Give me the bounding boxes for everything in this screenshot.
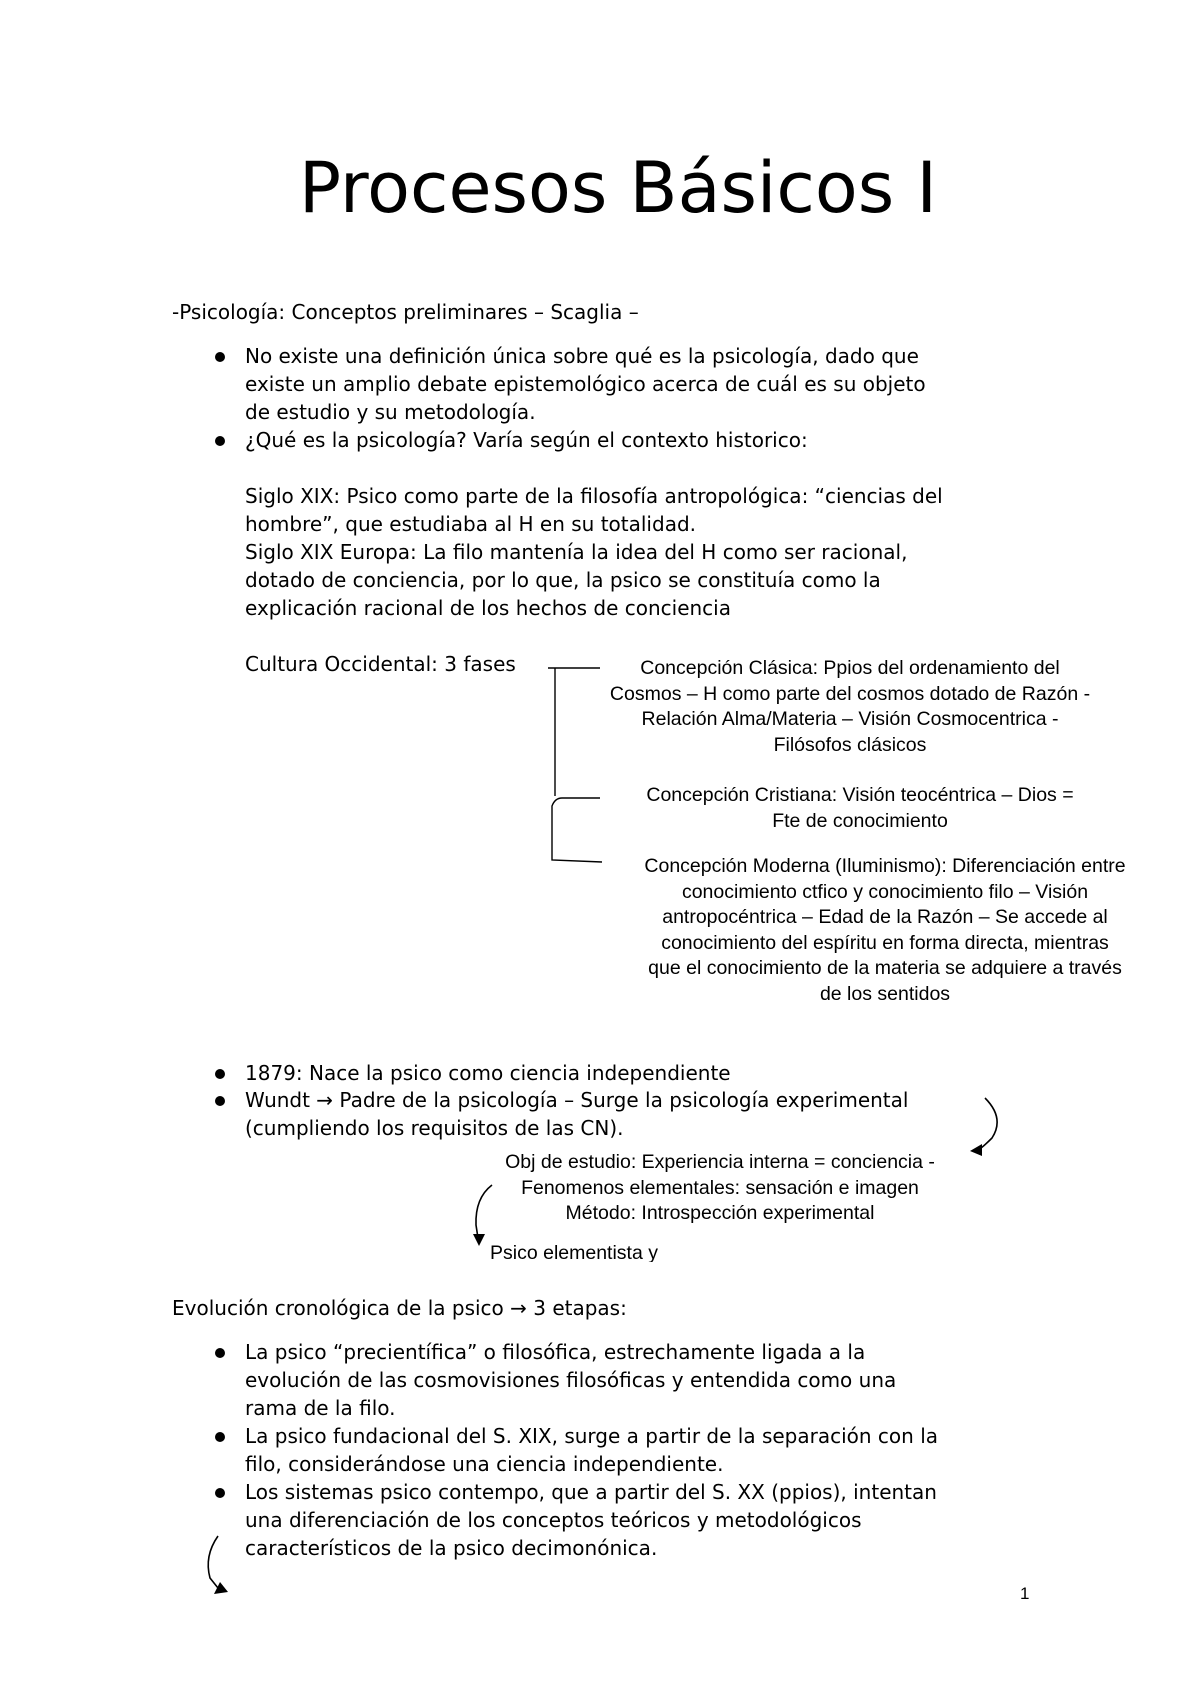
psico-elementista-label: Psico elementista y — [490, 1242, 658, 1262]
text-line: (cumpliendo los requisitos de las CN). — [245, 1116, 624, 1140]
text-line: que el conocimiento de la materia se adquiere a través — [648, 957, 1122, 979]
text-line: una diferenciación de los conceptos teóricos y metodológicos — [245, 1508, 862, 1532]
text-line: La psico “precientífica” o filosófica, estrechamente ligada a la — [245, 1340, 866, 1364]
text-line: Obj de estudio: Experiencia interna = conciencia - — [505, 1151, 935, 1173]
text-line: Wundt → Padre de la psicología – Surge la psicología experimental — [245, 1088, 909, 1112]
text-line: hombre”, que estudiaba al H en su totalidad. — [245, 512, 696, 536]
text-line: Relación Alma/Materia – Visión Cosmocentrica - — [641, 708, 1059, 730]
text-line: Concepción Cristiana: Visión teocéntrica – Dios = — [646, 784, 1074, 806]
text-line: Filósofos clásicos — [773, 733, 927, 756]
text-line: Fenomenos elementales: sensación e imagen — [521, 1176, 919, 1199]
section-heading-psicologia: -Psicología: Conceptos preliminares – Scaglia – — [172, 300, 639, 324]
text-line: antropocéntrica – Edad de la Razón – Se accede al — [662, 906, 1108, 928]
text-line: Concepción Moderna (Iluminismo): Diferenciación entre — [644, 855, 1126, 877]
bullet-que-es: ¿Qué es la psicología? Varía según el contexto historico: — [245, 428, 808, 452]
text-line: Los sistemas psico contempo, que a partir del S. XX (ppios), intentan — [245, 1480, 937, 1504]
text-line: dotado de conciencia, por lo que, la psico se constituía como la — [245, 568, 881, 592]
page-title: Procesos Básicos I — [298, 147, 938, 229]
text-line: Fte de conocimiento — [772, 809, 948, 832]
text-line: existe un amplio debate epistemológico acerca de cuál es su objeto — [245, 372, 926, 396]
text-line: Concepción Clásica: Ppios del ordenamiento del — [640, 657, 1060, 679]
text-line: filo, considerándose una ciencia independiente. — [245, 1452, 724, 1476]
text-line: Siglo XIX Europa: La filo mantenía la idea del H como ser racional, — [245, 540, 908, 564]
text-line: evolución de las cosmovisiones filosóficas y entendida como una — [245, 1368, 897, 1392]
cultura-occidental-label: Cultura Occidental: 3 fases — [245, 652, 516, 676]
section-heading-evolucion: Evolución cronológica de la psico → 3 etapas: — [172, 1296, 627, 1320]
text-line: de estudio y su metodología. — [245, 400, 536, 424]
text-line: de los sentidos — [819, 982, 951, 1005]
text-line: rama de la filo. — [245, 1396, 396, 1420]
text-line: característicos de la psico decimonónica. — [245, 1536, 658, 1560]
bullet-1879: 1879: Nace la psico como ciencia independiente — [245, 1061, 731, 1085]
text-line: conocimiento ctfico y conocimiento filo – Visión — [681, 880, 1089, 903]
text-line: Método: Introspección experimental — [565, 1202, 875, 1224]
text-line: explicación racional de los hechos de conciencia — [245, 596, 731, 620]
text-line: No existe una definición única sobre qué es la psicología, dado que — [245, 344, 919, 368]
text-line: conocimiento del espíritu en forma directa, mientras — [661, 931, 1109, 954]
arrow-head-icon — [214, 1582, 228, 1594]
page-number: 1 — [1020, 1584, 1030, 1603]
text-line: Siglo XIX: Psico como parte de la filosofía antropológica: “ciencias del — [245, 484, 943, 508]
text-line: Cosmos – H como parte del cosmos dotado de Razón - — [609, 682, 1091, 705]
text-line: La psico fundacional del S. XIX, surge a partir de la separación con la — [245, 1424, 939, 1448]
